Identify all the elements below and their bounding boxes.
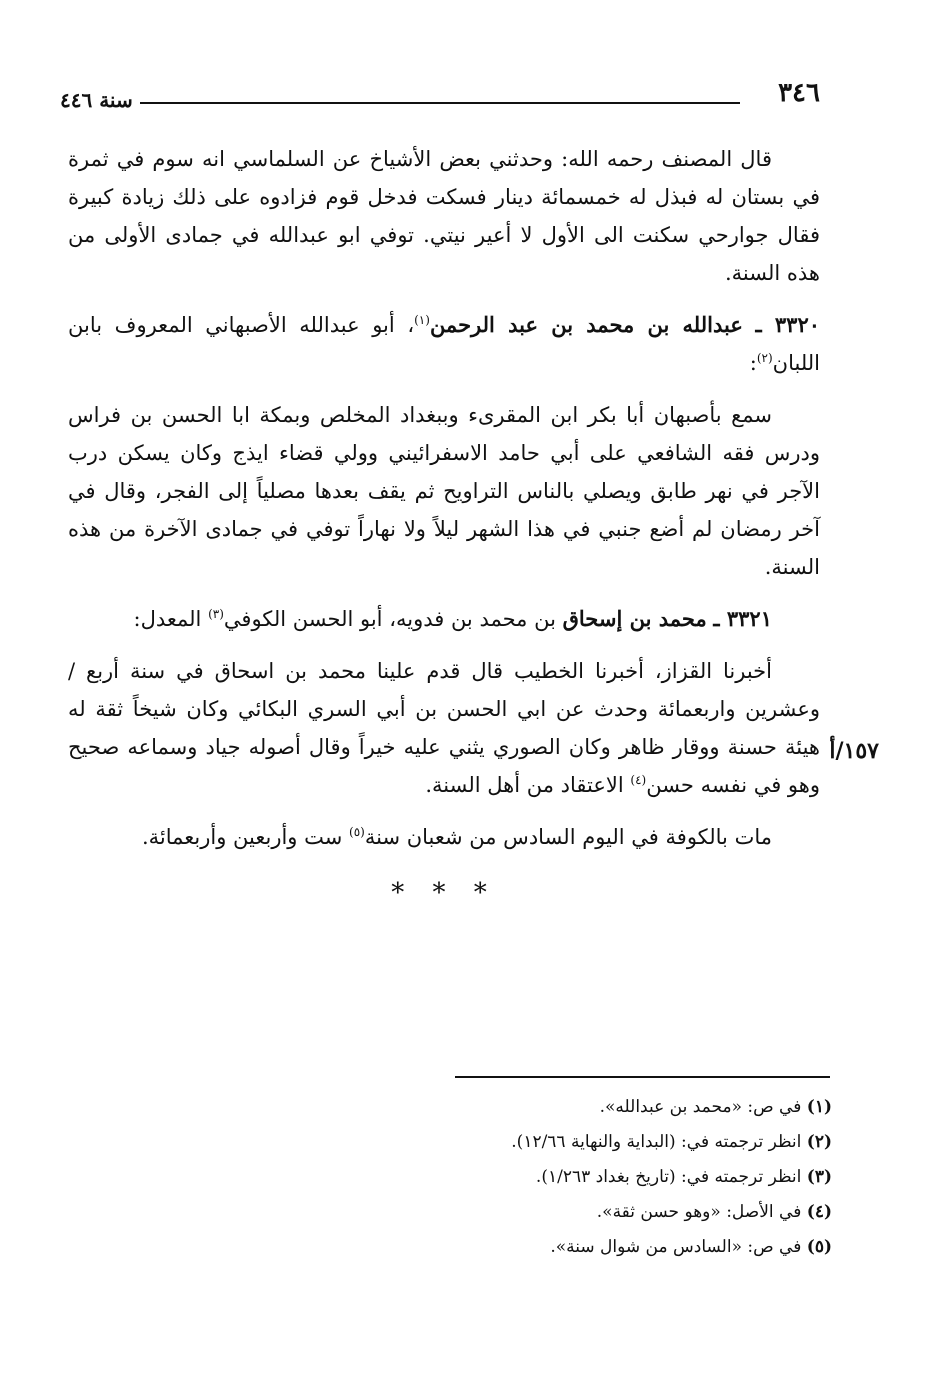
entry-number: ٣٣٢٠ ـ (755, 312, 821, 337)
footnote-number: (١) (806, 1097, 832, 1117)
footnote-4 (400, 1195, 832, 1230)
footnote-ref-3: (٣) (208, 607, 224, 621)
footnote-text: في ص: «السادس من شوال سنة». (550, 1237, 807, 1257)
footnote-5 (400, 1230, 832, 1265)
footnote-number: (٣) (806, 1167, 832, 1187)
footnote-text: انظر ترجمته في: (تاريخ بغداد ١/٢٦٣). (535, 1167, 807, 1187)
paragraph-3-text: أخبرنا القزاز، أخبرنا الخطيب قال قدم علينا محمد بن اسحاق في سنة أربع / وعشرين واربعمائة وحدث عن ابي الحسن بن أبي السري البكائي وكان شيخاً ثقة له هيئة حسنة ووقار ظاهر وكان الصوري يثني عليه خيراً وقال أصوله جياد وسماعه صحيح وهو في نفسه حسن (68, 659, 820, 797)
paragraph-4-text: مات بالكوفة في اليوم السادس من شعبان سنة (364, 825, 772, 849)
paragraph-3-end: الاعتقاد من أهل السنة. (425, 773, 631, 797)
paragraph-3 (68, 652, 820, 804)
entry-name: محمد بن إسحاق (562, 606, 707, 631)
footnote-text: انظر ترجمته في: (البداية والنهاية ١٢/٦٦). (511, 1132, 807, 1152)
paragraph-4 (68, 818, 820, 856)
entry-3321-heading (68, 600, 820, 638)
paragraph-4-end: ست وأربعين وأربعمائة. (141, 825, 350, 849)
entry-description: بن محمد بن فدويه، أبو الحسن الكوفي (223, 607, 563, 631)
header-rule (140, 102, 740, 104)
main-text (68, 140, 820, 912)
footnote-ref-1: (١) (414, 313, 430, 327)
footnote-rule (455, 1076, 830, 1078)
entry-colon: : (749, 351, 757, 375)
footnote-number: (٥) (806, 1237, 832, 1257)
footnote-1 (400, 1090, 832, 1125)
footnote-2 (400, 1125, 832, 1160)
footnote-text: في ص: «محمد بن عبدالله». (599, 1097, 807, 1117)
footnote-text: في الأصل: «وهو حسن ثقة». (596, 1202, 807, 1222)
entry-3320-heading (68, 306, 820, 382)
footnotes (400, 1090, 832, 1265)
footnote-ref-2: (٢) (756, 351, 773, 365)
footnote-ref-4: (٤) (630, 773, 647, 787)
page-number: ٣٤٦ (778, 78, 820, 108)
entry-tail: المعدل: (133, 607, 209, 631)
paragraph-2: سمع بأصبهان أبا بكر ابن المقرىء وببغداد المخلص وبمكة ابا الحسن بن فراس ودرس فقه الشافعي على أبي حامد الاسفرائيني وولي قضاء ايذج وكان يسكن درب الآجر في نهر طابق ويصلي بالناس التراويح ثم يقف بعدها مصلياً إلى الفجر، وقال في آخر رمضان لم أضع جنبي في هذا الشهر ليلاً ولا نهاراً توفي في جمادى الآخرة من هذه السنة. (68, 403, 820, 579)
running-head-year: سنة ٤٤٦ (60, 88, 133, 112)
footnote-number: (٤) (806, 1202, 832, 1222)
manuscript-folio-ref: ١٥٧/أ (829, 738, 879, 764)
section-divider-stars: * * * (391, 878, 497, 908)
footnote-number: (٢) (806, 1132, 832, 1152)
footnote-ref-5: (٥) (349, 825, 365, 839)
entry-description: ، أبو عبدالله الأصبهاني المعروف بابن اللبان (68, 313, 820, 375)
paragraph-1: قال المصنف رحمه الله: وحدثني بعض الأشياخ عن السلماسي انه سوم في ثمرة في بستان له فبذل له خمسمائة دينار فسكت فدخل قوم فزادوه على ذلك زيادة كبيرة فقال جوارحي سكنت الى الأول لا أعير نيتي. توفي ابو عبدالله في جمادى الأولى من هذه السنة. (68, 147, 820, 285)
entry-name: عبدالله بن محمد بن عبد الرحمن (429, 312, 743, 337)
entry-number: ٣٣٢١ ـ (713, 606, 772, 631)
page-header (60, 78, 820, 118)
footnote-3 (400, 1160, 832, 1195)
